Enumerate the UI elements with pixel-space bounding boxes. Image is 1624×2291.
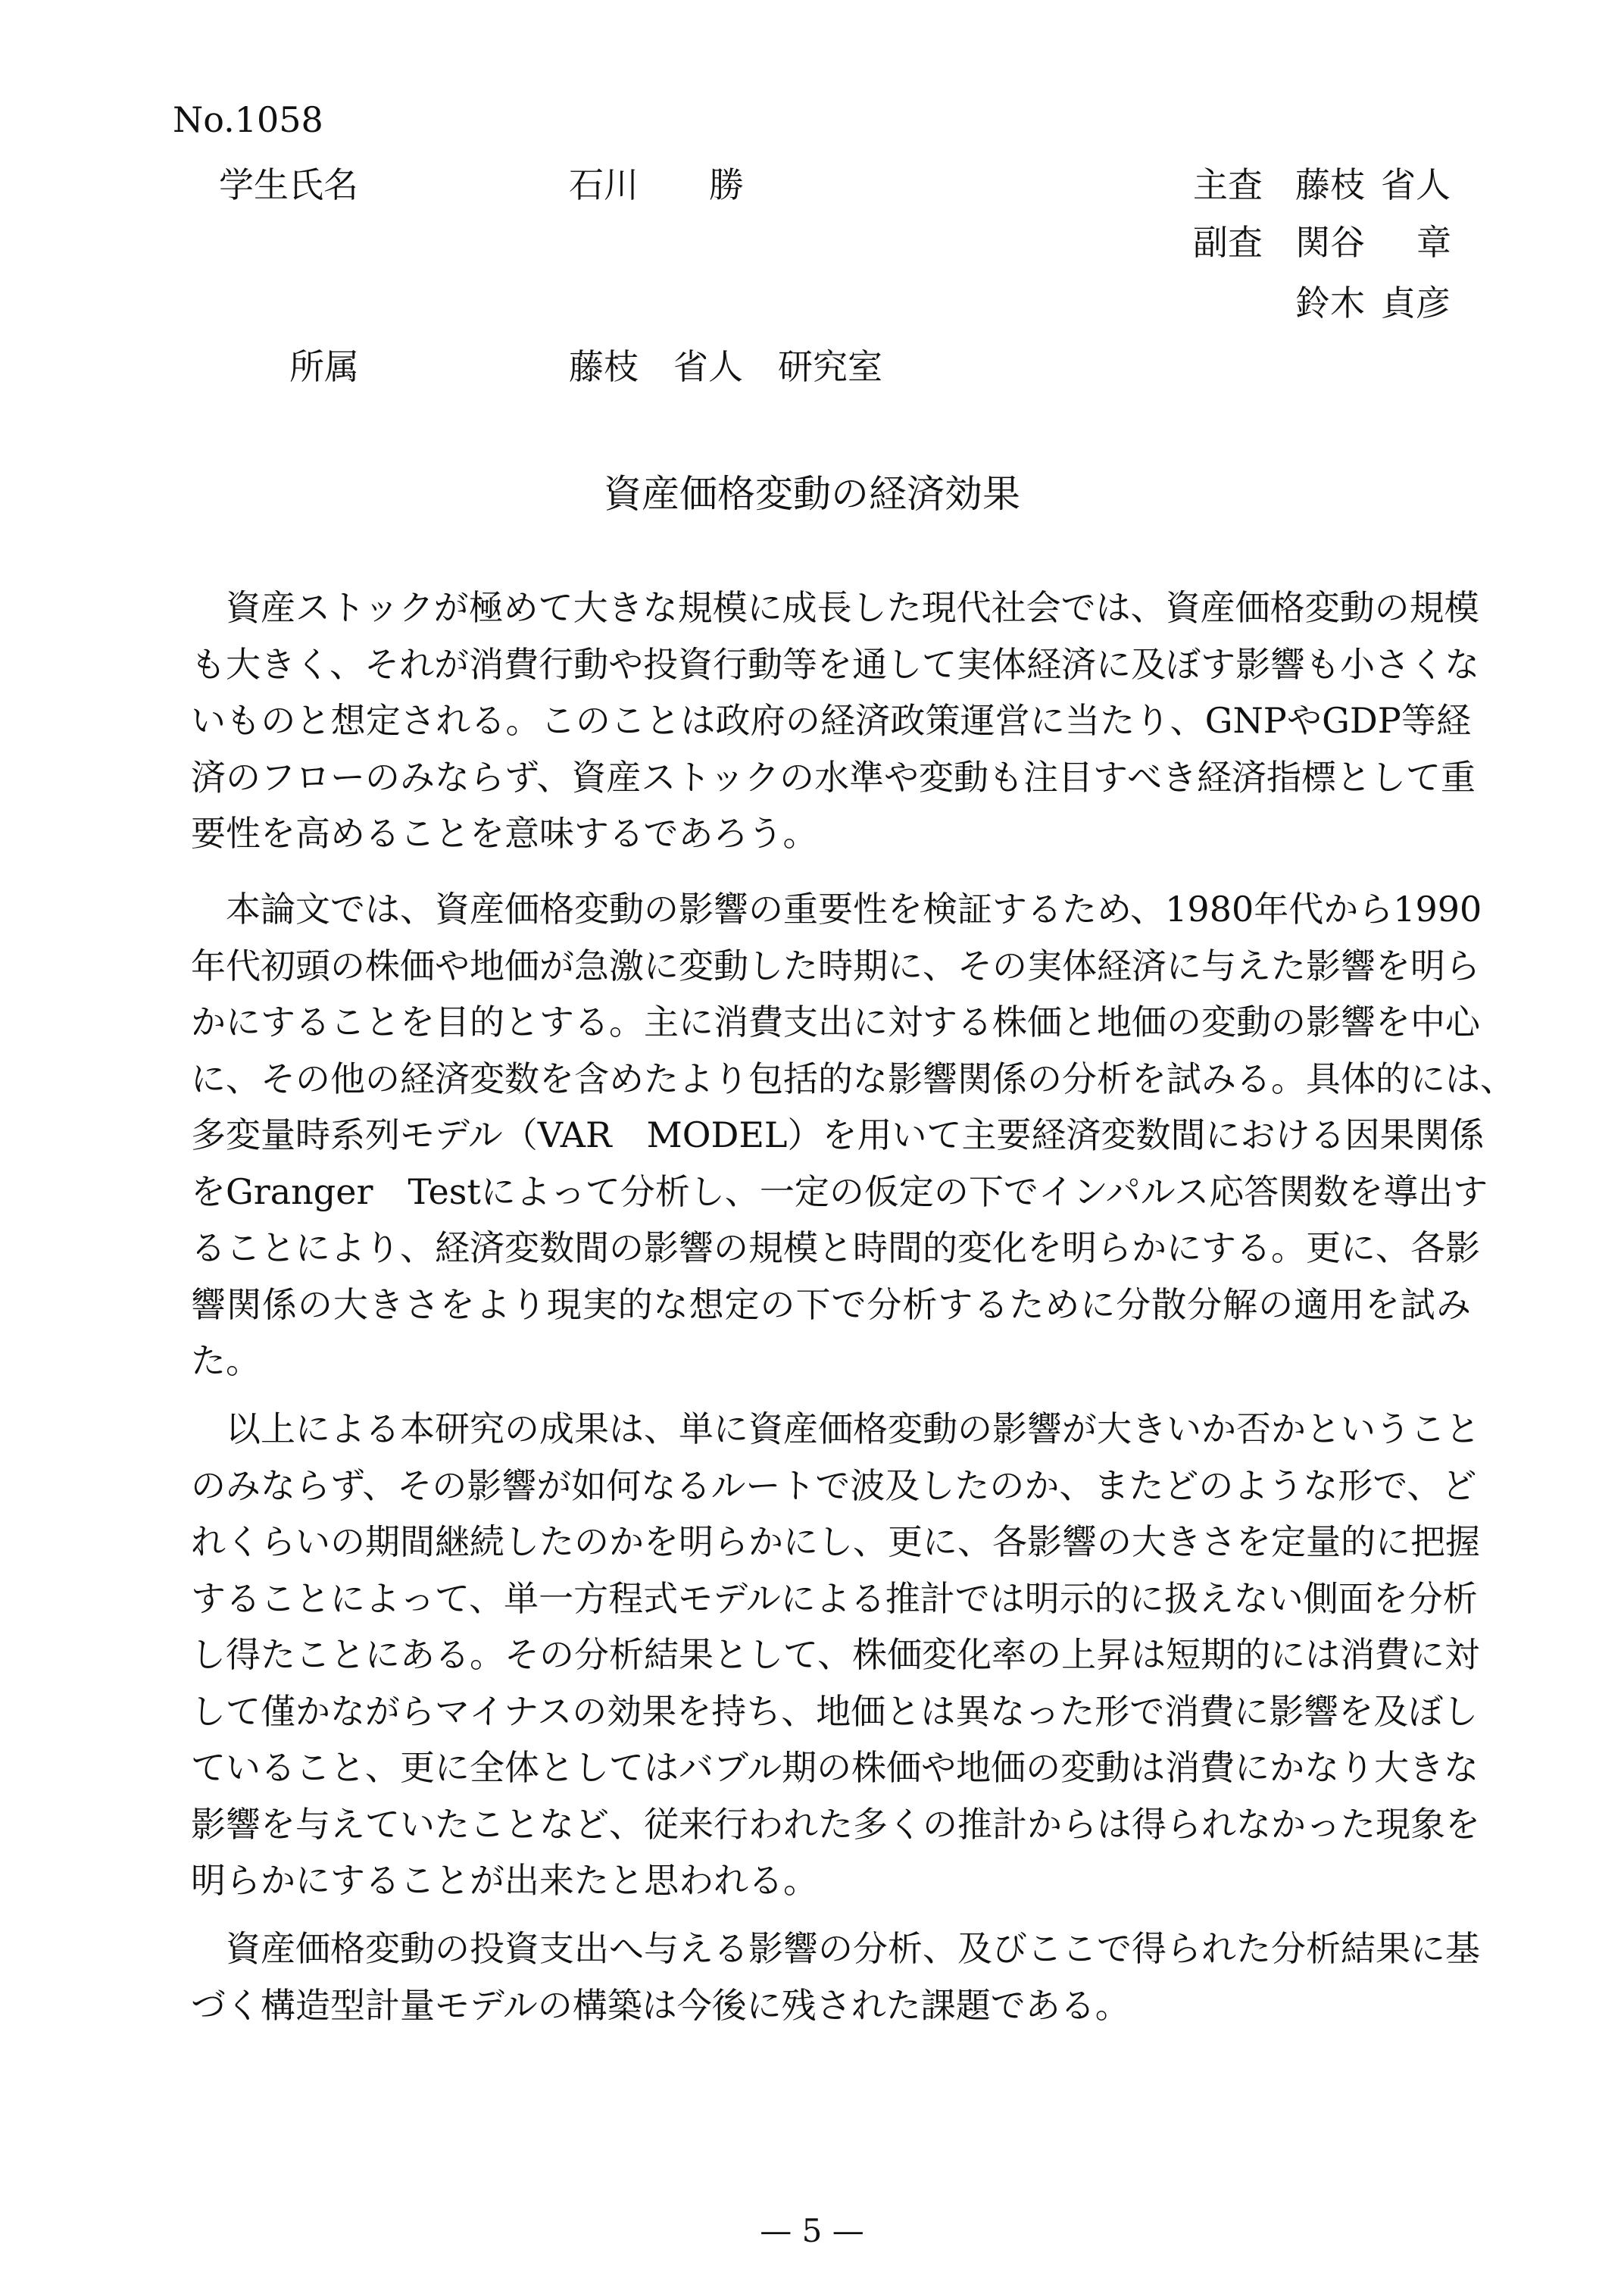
thesis-title: 資産価格変動の経済効果 xyxy=(604,472,1020,516)
student-label: 学生氏名 xyxy=(219,164,358,205)
affiliation-label: 所属 xyxy=(289,346,359,387)
body-line: ていること、更に全体としてはバブル期の株価や地価の変動は消費にかなり大きな xyxy=(191,1747,1479,1788)
body-line: いものと想定される。このことは政府の経済政策運営に当たり、GNPやGDP等経 xyxy=(191,700,1471,741)
body-line: づく構造型計量モデルの構築は今後に残された課題である。 xyxy=(191,1984,1130,2026)
chief-examiner-family: 藤枝 xyxy=(1295,164,1365,205)
body-line: 以上による本研究の成果は、単に資産価格変動の影響が大きいか否かということ xyxy=(226,1408,1480,1449)
document-number: No.1058 xyxy=(173,99,323,140)
chief-examiner-given: 省人 xyxy=(1381,164,1451,205)
sub-examiner-1-family: 関谷 xyxy=(1295,222,1365,263)
body-line: 明らかにすることが出来たと思われる。 xyxy=(191,1860,818,1901)
body-line: 済のフローのみならず、資産ストックの水準や変動も注目すべき経済指標として重 xyxy=(191,756,1476,798)
student-given-name: 勝 xyxy=(709,164,744,205)
body-line: のみならず、その影響が如何なるルートで波及したのか、またどのような形で、ど xyxy=(191,1464,1477,1506)
body-line: た。 xyxy=(191,1340,261,1381)
body-line: 資産価格変動の投資支出へ与える影響の分析、及びここで得られた分析結果に基 xyxy=(226,1928,1480,1969)
body-line: し得たことにある。その分析結果として、株価変化率の上昇は短期的には消費に対 xyxy=(191,1634,1480,1675)
body-line: れくらいの期間継続したのかを明らかにし、更に、各影響の大きさを定量的に把握 xyxy=(191,1521,1480,1562)
body-line: して僅かながらマイナスの効果を持ち、地価とは異なった形で消費に影響を及ぼし xyxy=(191,1690,1479,1732)
sub-examiner-1-given: 章 xyxy=(1416,222,1451,263)
body-line: 資産ストックが極めて大きな規模に成長した現代社会では、資産価格変動の規模 xyxy=(226,587,1479,628)
body-line: ることにより、経済変数間の影響の規模と時間的変化を明らかにする。更に、各影 xyxy=(191,1227,1480,1268)
page-number: — 5 — xyxy=(760,2212,864,2249)
body-line: 要性を高めることを意味するであろう。 xyxy=(191,813,818,854)
sub-examiner-2-given: 貞彦 xyxy=(1381,283,1451,323)
body-line: 年代初頭の株価や地価が急激に変動した時期に、その実体経済に与えた影響を明ら xyxy=(191,945,1480,986)
sub-examiner-label: 副査 xyxy=(1193,222,1263,263)
sub-examiner-2-family: 鈴木 xyxy=(1295,283,1365,323)
body-line: することによって、単一方程式モデルによる推計では明示的に扱えない側面を分析 xyxy=(191,1577,1478,1619)
body-line: に、その他の経済変数を含めたより包括的な影響関係の分析を試みる。具体的には、 xyxy=(191,1058,1515,1099)
body-line: をGranger Testによって分析し、一定の仮定の下でインパルス応答関数を導出す xyxy=(191,1171,1488,1212)
body-line: 響関係の大きさをより現実的な想定の下で分析するために分散分解の適用を試み xyxy=(191,1283,1471,1325)
body-line: 本論文では、資産価格変動の影響の重要性を検証するため、1980年代から1990 xyxy=(226,889,1482,930)
body-line: かにすることを目的とする。主に消費支出に対する株価と地価の変動の影響を中心 xyxy=(191,1002,1480,1042)
body-line: 影響を与えていたことなど、従来行われた多くの推計からは得られなかった現象を xyxy=(191,1803,1480,1845)
student-family-name: 石川 xyxy=(569,164,639,205)
body-line: 多変量時系列モデル（VAR MODEL）を用いて主要経済変数間における因果関係 xyxy=(191,1114,1485,1155)
body-line: も大きく、それが消費行動や投資行動等を通して実体経済に及ぼす影響も小さくな xyxy=(191,643,1480,685)
affiliation-value: 藤枝 省人 研究室 xyxy=(569,346,882,387)
chief-examiner-label: 主査 xyxy=(1193,164,1263,205)
